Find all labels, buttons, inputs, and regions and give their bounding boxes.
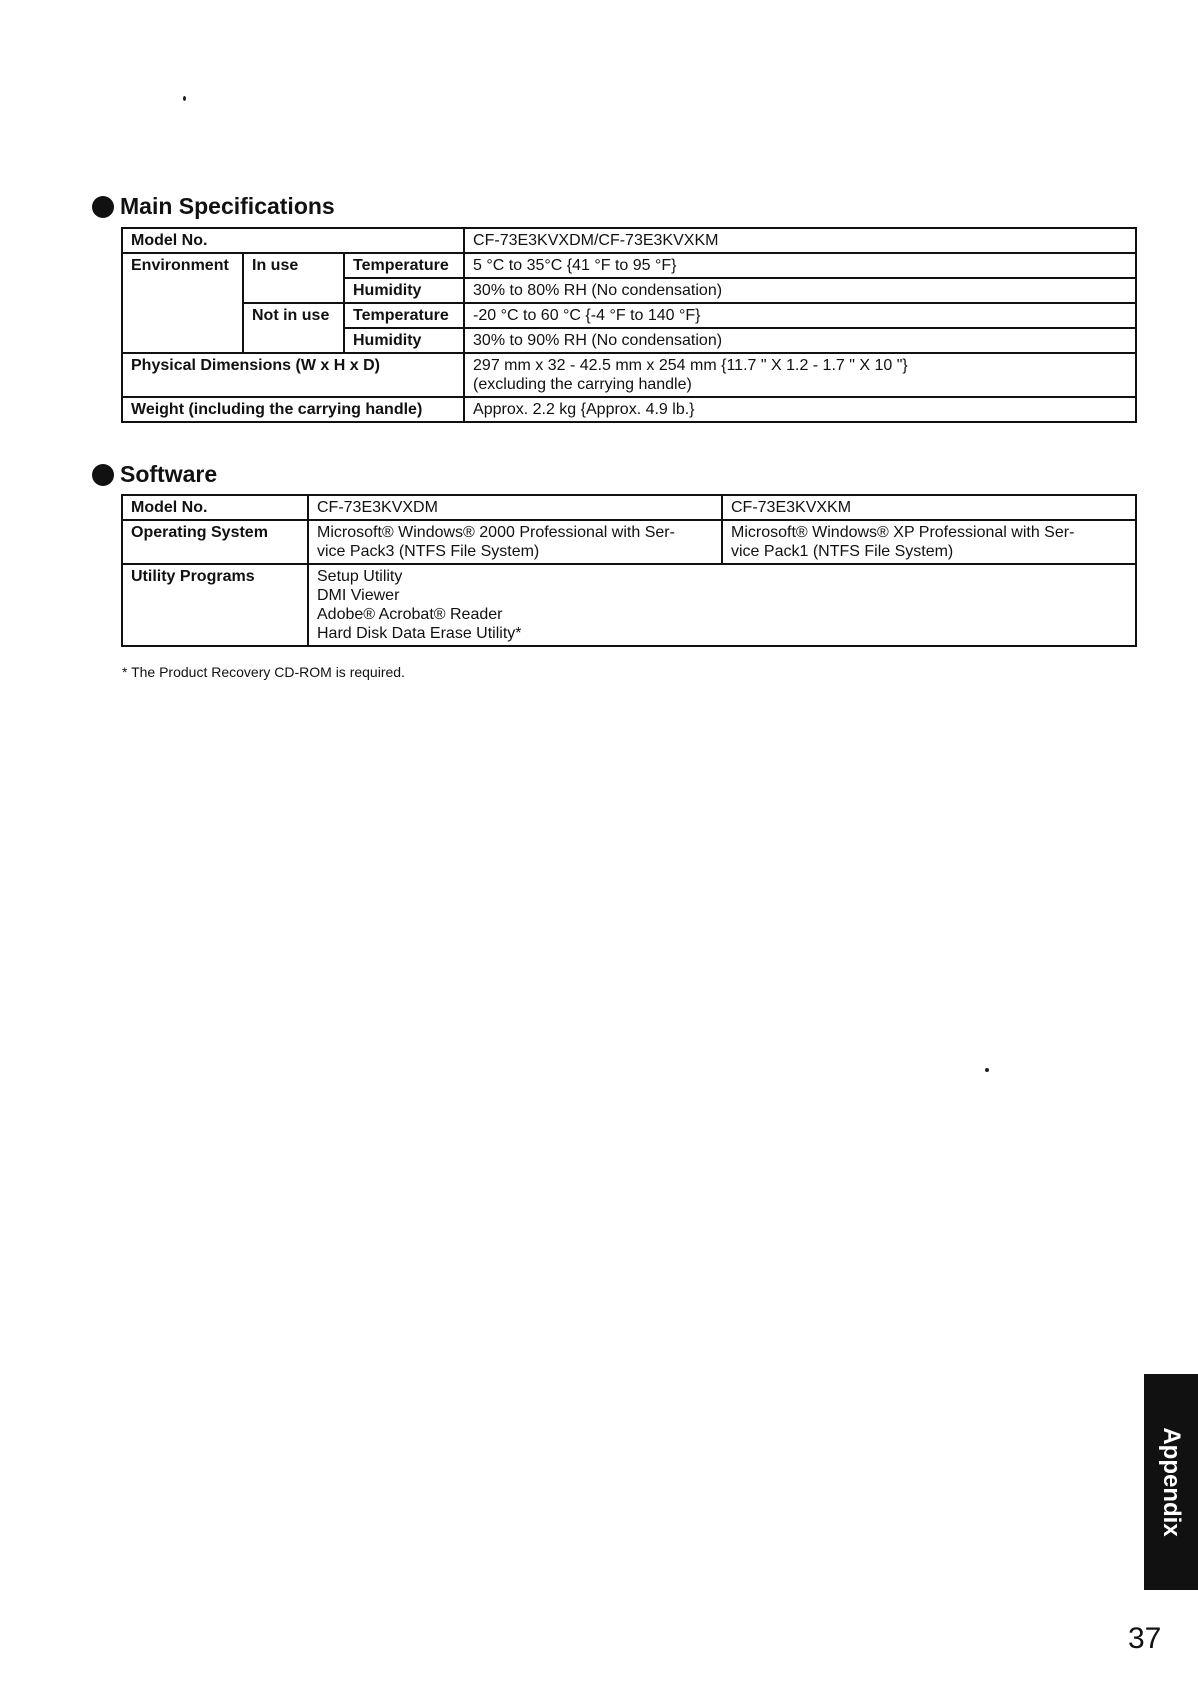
os-value-line: vice Pack3 (NTFS File System) bbox=[317, 543, 540, 560]
list-item: Hard Disk Data Erase Utility* bbox=[317, 625, 522, 642]
os-label: Operating System bbox=[122, 520, 308, 564]
weight-label: Weight (including the carrying handle) bbox=[122, 397, 464, 422]
not-in-use-label: Not in use bbox=[243, 303, 344, 353]
main-specifications-heading bbox=[92, 193, 335, 220]
table-row bbox=[122, 564, 1136, 646]
dimensions-value-line: (excluding the carrying handle) bbox=[473, 376, 692, 393]
not-in-use-temperature-value: -20 °C to 60 °C {-4 °F to 140 °F} bbox=[464, 303, 1136, 328]
appendix-tab-label: Appendix bbox=[1158, 1427, 1185, 1537]
model-label: Model No. bbox=[122, 228, 464, 253]
main-specifications-table bbox=[121, 227, 1137, 423]
os-value-1 bbox=[308, 520, 722, 564]
software-heading bbox=[92, 461, 217, 488]
table-row bbox=[122, 495, 1136, 520]
list-item: Adobe® Acrobat® Reader bbox=[317, 606, 503, 623]
in-use-label: In use bbox=[243, 253, 344, 303]
dimensions-value-line: 297 mm x 32 - 42.5 mm x 254 mm {11.7 " X 1.2 - 1.7 " X 10 "} bbox=[473, 357, 908, 374]
in-use-humidity-value: 30% to 80% RH (No condensation) bbox=[464, 278, 1136, 303]
temperature-label: Temperature bbox=[344, 253, 464, 278]
utility-label: Utility Programs bbox=[122, 564, 308, 646]
in-use-temperature-value: 5 °C to 35°C {41 °F to 95 °F} bbox=[464, 253, 1136, 278]
not-in-use-humidity-value: 30% to 90% RH (No condensation) bbox=[464, 328, 1136, 353]
scan-speck bbox=[183, 96, 186, 101]
dimensions-value bbox=[464, 353, 1136, 397]
table-row bbox=[122, 303, 1136, 328]
software-model-label: Model No. bbox=[122, 495, 308, 520]
weight-value: Approx. 2.2 kg {Approx. 4.9 lb.} bbox=[464, 397, 1136, 422]
bullet-icon bbox=[92, 464, 114, 486]
table-row bbox=[122, 520, 1136, 564]
software-model-1: CF-73E3KVXDM bbox=[308, 495, 722, 520]
page-number: 37 bbox=[1128, 1622, 1162, 1655]
table-row bbox=[122, 353, 1136, 397]
humidity-label: Humidity bbox=[344, 328, 464, 353]
software-model-2: CF-73E3KVXKM bbox=[722, 495, 1136, 520]
bullet-icon bbox=[92, 196, 114, 218]
humidity-label: Humidity bbox=[344, 278, 464, 303]
scan-speck bbox=[985, 1068, 989, 1072]
footnote: * The Product Recovery CD-ROM is required. bbox=[122, 664, 405, 680]
os-value-line: Microsoft® Windows® XP Professional with Ser- bbox=[731, 524, 1075, 541]
os-value-2 bbox=[722, 520, 1136, 564]
temperature-label: Temperature bbox=[344, 303, 464, 328]
environment-label: Environment bbox=[122, 253, 243, 353]
model-value: CF-73E3KVXDM/CF-73E3KVXKM bbox=[464, 228, 1136, 253]
os-value-line: vice Pack1 (NTFS File System) bbox=[731, 543, 954, 560]
dimensions-label: Physical Dimensions (W x H x D) bbox=[122, 353, 464, 397]
list-item: DMI Viewer bbox=[317, 587, 400, 604]
utility-list bbox=[308, 564, 1136, 646]
software-table bbox=[121, 494, 1137, 647]
table-row bbox=[122, 228, 1136, 253]
table-row bbox=[122, 397, 1136, 422]
os-value-line: Microsoft® Windows® 2000 Professional with Ser- bbox=[317, 524, 675, 541]
list-item: Setup Utility bbox=[317, 568, 403, 585]
appendix-side-tab bbox=[1144, 1374, 1198, 1590]
table-row bbox=[122, 253, 1136, 278]
software-title: Software bbox=[120, 461, 218, 487]
main-specifications-title: Main Specifications bbox=[120, 193, 335, 219]
